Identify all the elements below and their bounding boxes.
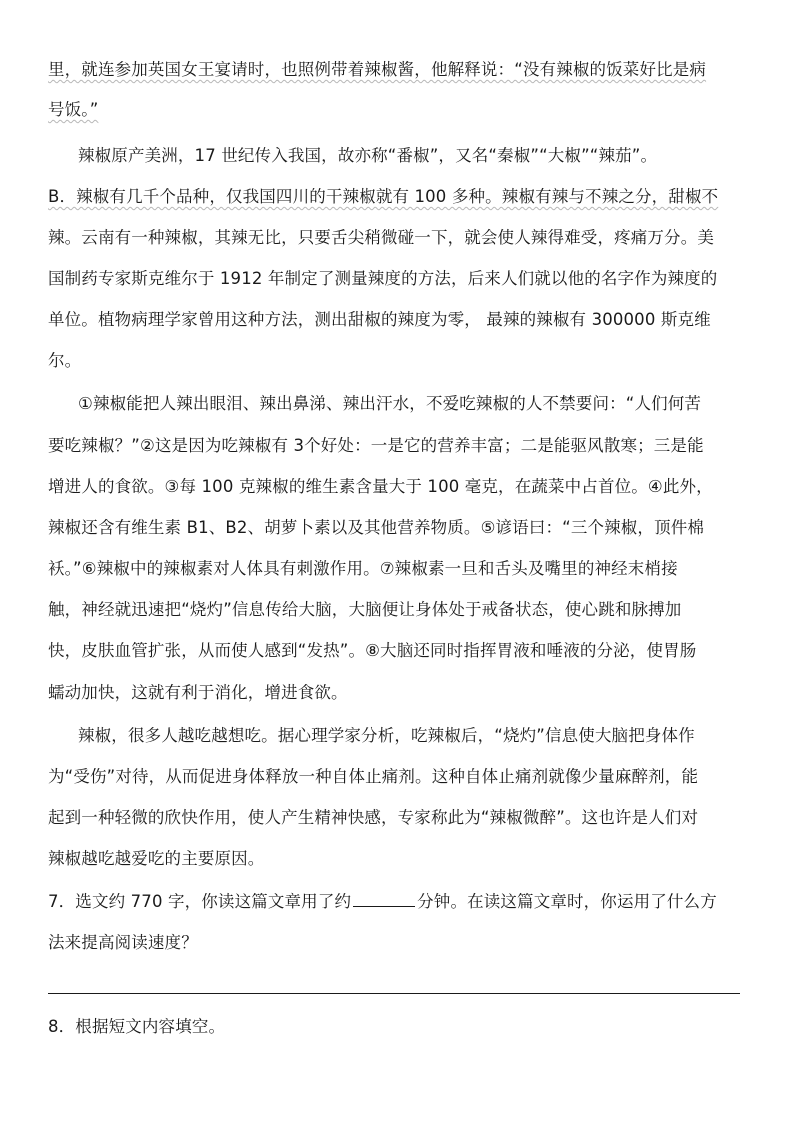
text-line: 辣椒原产美洲，17 世纪传入我国，故亦称“番椒”，又名“秦椒”“大椒”“辣茄”。 [78,146,658,165]
answer-line[interactable] [48,993,740,994]
text-line: 起到一种轻微的欣快作用，使人产生精神快感，专家称此为“辣椒微醉”。这也许是人们对 [48,808,699,827]
text-line: 里，就连参加英国女王宴请时，也照例带着辣椒酱，他解释说：“没有辣椒的饭菜好比是病 [48,60,707,79]
text-line: 辣椒越吃越爱吃的主要原因。 [48,849,265,868]
answer-blank[interactable] [353,892,415,907]
text-line: 尔。 [48,351,82,370]
text-line: 增进人的食欲。③每 100 克辣椒的维生素含量大于 100 毫克，在蔬菜中占首位。④此外， [48,477,713,496]
text-line: 袄。”⑥辣椒中的辣椒素对人体具有刺激作用。⑦辣椒素一旦和舌头及嘴里的神经末梢接 [48,559,678,578]
text-line: ①辣椒能把人辣出眼泪、辣出鼻涕、辣出汗水，不爱吃辣椒的人不禁要问：“人们何苦 [78,394,702,413]
text-line: 快，皮肤血管扩张，从而使人感到“发热”。⑧大脑还同时指挥胃液和唾液的分泌，使胃肠 [48,641,697,660]
text-line: 单位。植物病理学家曾用这种方法，测出甜椒的辣度为零， 最辣的辣椒有 300000 斯克维 [48,310,711,329]
question-7 [48,891,717,913]
question-7-text-cont: 分钟。在读这篇文章时，你运用了什么方 [417,892,717,911]
text-line: 蠕动加快，这就有利于消化，增进食欲。 [48,683,348,702]
text-line: 触，神经就迅速把“烧灼”信息传给大脑，大脑便让身体处于戒备状态，使心跳和脉搏加 [48,600,682,619]
text-line: 为“受伤”对待，从而促进身体释放一种自体止痛剂。这种自体止痛剂就像少量麻醉剂，能 [48,767,699,786]
text-line: 辣椒，很多人越吃越想吃。据心理学家分析，吃辣椒后，“烧灼”信息使大脑把身体作 [78,726,695,745]
text-line: 辣椒还含有维生素 B1、B2、胡萝卜素以及其他营养物质。⑤谚语曰：“三个辣椒，顶件棉 [48,518,705,537]
question-7-line2: 法来提高阅读速度？ [48,933,198,952]
text-line: B．辣椒有几千个品种，仅我国四川的干辣椒就有 100 多种。辣椒有辣与不辣之分，甜椒不 [48,187,719,206]
question-8: 8．根据短文内容填空。 [48,1017,226,1036]
text-line: 要吃辣椒？”②这是因为吃辣椒有 3个好处：一是它的营养丰富；二是能驱风散寒；三是能 [48,436,704,455]
question-7-text: 7．选文约 770 字，你读这篇文章用了约 [48,892,352,911]
text-line: 国制药专家斯克维尔于 1912 年制定了测量辣度的方法，后来人们就以他的名字作为辣度的 [48,269,718,288]
text-line: 辣。云南有一种辣椒，其辣无比，只要舌尖稍微碰一下，就会使人辣得难受，疼痛万分。美 [48,228,714,247]
text-line: 号饭。” [48,100,99,119]
